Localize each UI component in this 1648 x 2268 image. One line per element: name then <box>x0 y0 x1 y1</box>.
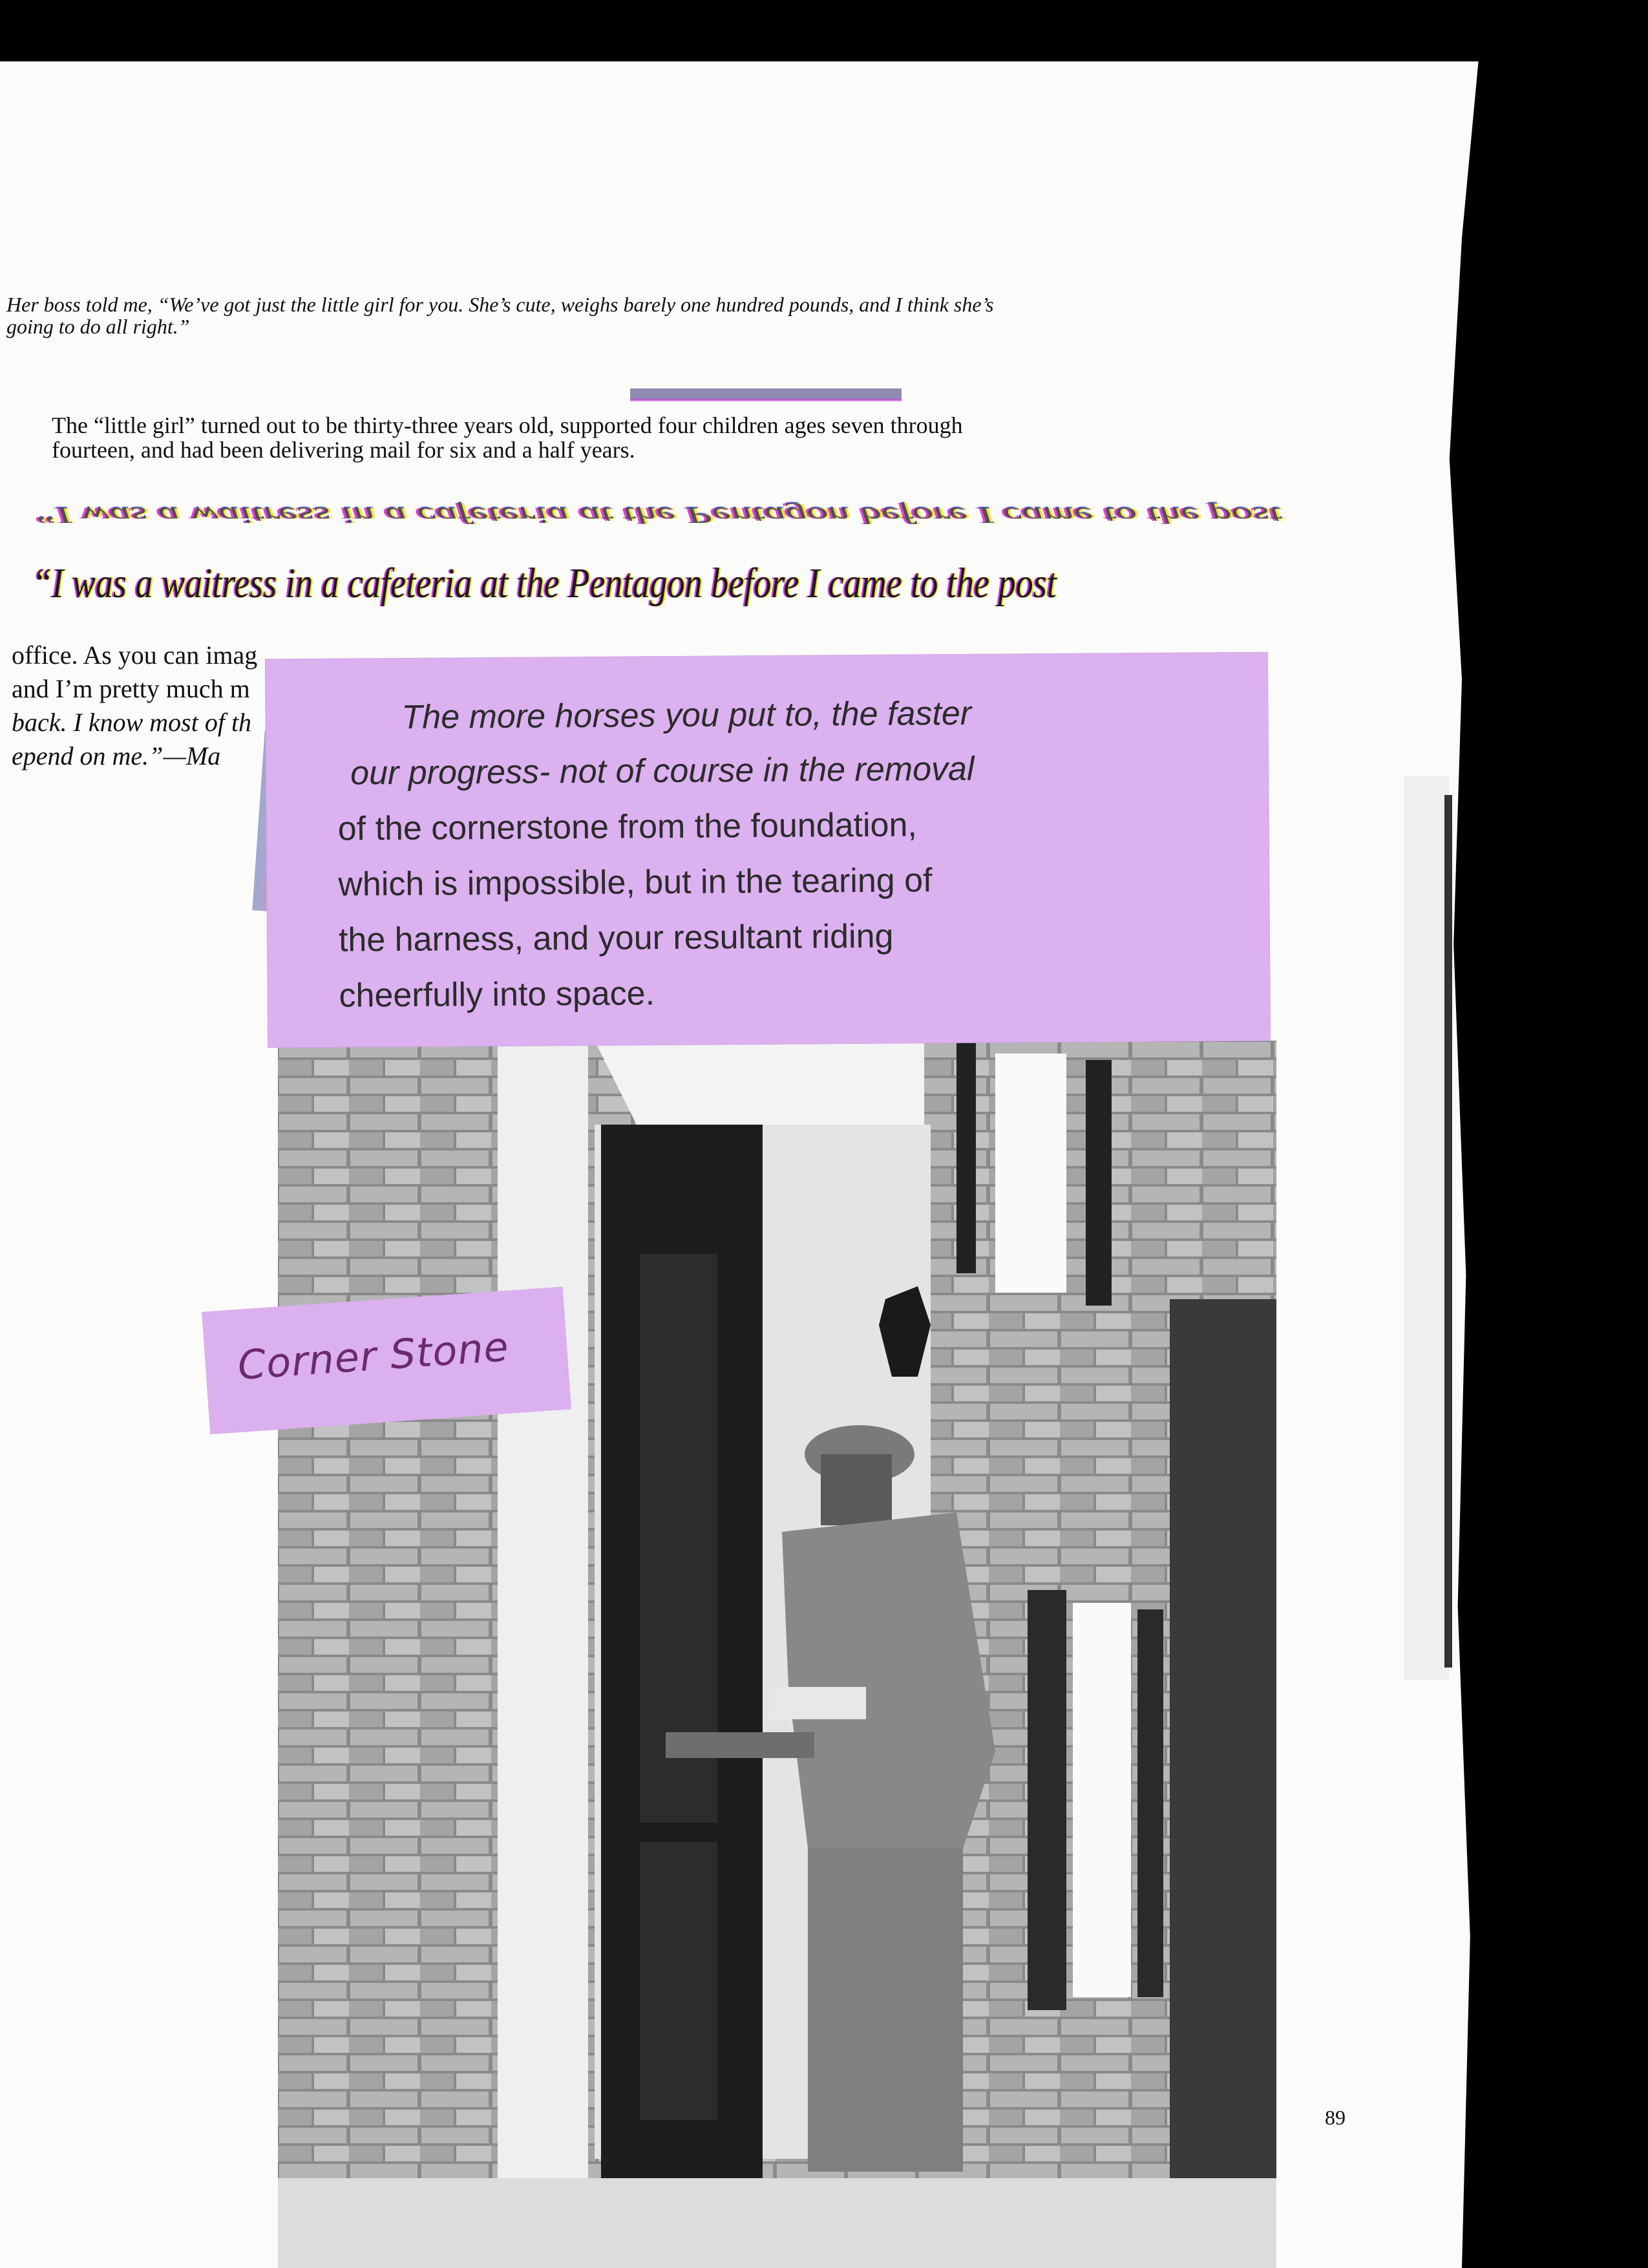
window-shutter-right <box>1086 1060 1112 1306</box>
left-pilaster <box>498 1041 588 2268</box>
page-number: 89 <box>1325 2106 1346 2129</box>
carrier-trousers <box>808 1849 963 2172</box>
carrier-arm <box>666 1732 814 1758</box>
torn-page-edge <box>1441 61 1648 2268</box>
boss-quote: Her boss told me, “We’ve got just the little girl for you. She’s cute, weighs barely one hundred pounds, and I think she’s going to do all right.” <box>6 293 994 338</box>
lower-shutter-right <box>1137 1609 1163 1997</box>
mirrored-ghost-text <box>630 378 914 407</box>
note-line: of the cornerstone from the foundation, <box>337 806 918 848</box>
corner-stone-label <box>202 1287 571 1435</box>
back-page-strip <box>1404 776 1449 1680</box>
upper-window <box>995 1054 1066 1293</box>
note-line: our progress- not of course in the removal <box>350 750 975 792</box>
headline: “I was a waitress in a cafeteria at the Pentagon before I came to the post <box>32 560 1057 607</box>
window-shutter <box>956 1041 976 1273</box>
shrubbery <box>1170 1299 1276 2268</box>
mail-bundle <box>769 1687 866 1719</box>
little-girl-paragraph: The “little girl” turned out to be thirty-three years old, supported four children ages seven through fourteen, and had been delivering mail for six and a half years. <box>52 412 963 463</box>
lower-window <box>1073 1603 1131 1997</box>
carrier-jacket <box>782 1512 995 1849</box>
body-line: and I’m pretty much m <box>12 674 250 703</box>
lower-shutter <box>1028 1590 1066 2010</box>
body-line: back. I know most of th <box>12 708 252 737</box>
door-panel-lower <box>640 1842 717 2120</box>
door-pediment <box>595 1041 924 1131</box>
quote-note-text <box>337 684 1244 1024</box>
corner-stone-label-text: Corner Stone <box>236 1322 511 1389</box>
note-line: which is impossible, but in the tearing of <box>338 862 933 904</box>
note-line: The more horses you put to, the faster <box>401 694 972 736</box>
body-line: office. As you can imag <box>12 641 258 670</box>
front-step <box>278 2178 1276 2268</box>
carrier-face <box>821 1454 892 1525</box>
ghost-scribble <box>630 383 902 407</box>
note-line: cheerfully into space. <box>339 975 655 1015</box>
quote-note <box>266 653 1270 1048</box>
body-line: epend on me.”—Ma <box>12 741 221 770</box>
photo-illustration <box>278 1041 1276 2268</box>
headline-ghost: “I was a waitress in a cafeteria at the Pentagon before I came to the post <box>32 502 1282 529</box>
note-line: the harness, and your resultant riding <box>338 917 894 959</box>
mail-carrier-photo <box>278 1041 1276 2268</box>
back-page-bar <box>1444 795 1452 1668</box>
